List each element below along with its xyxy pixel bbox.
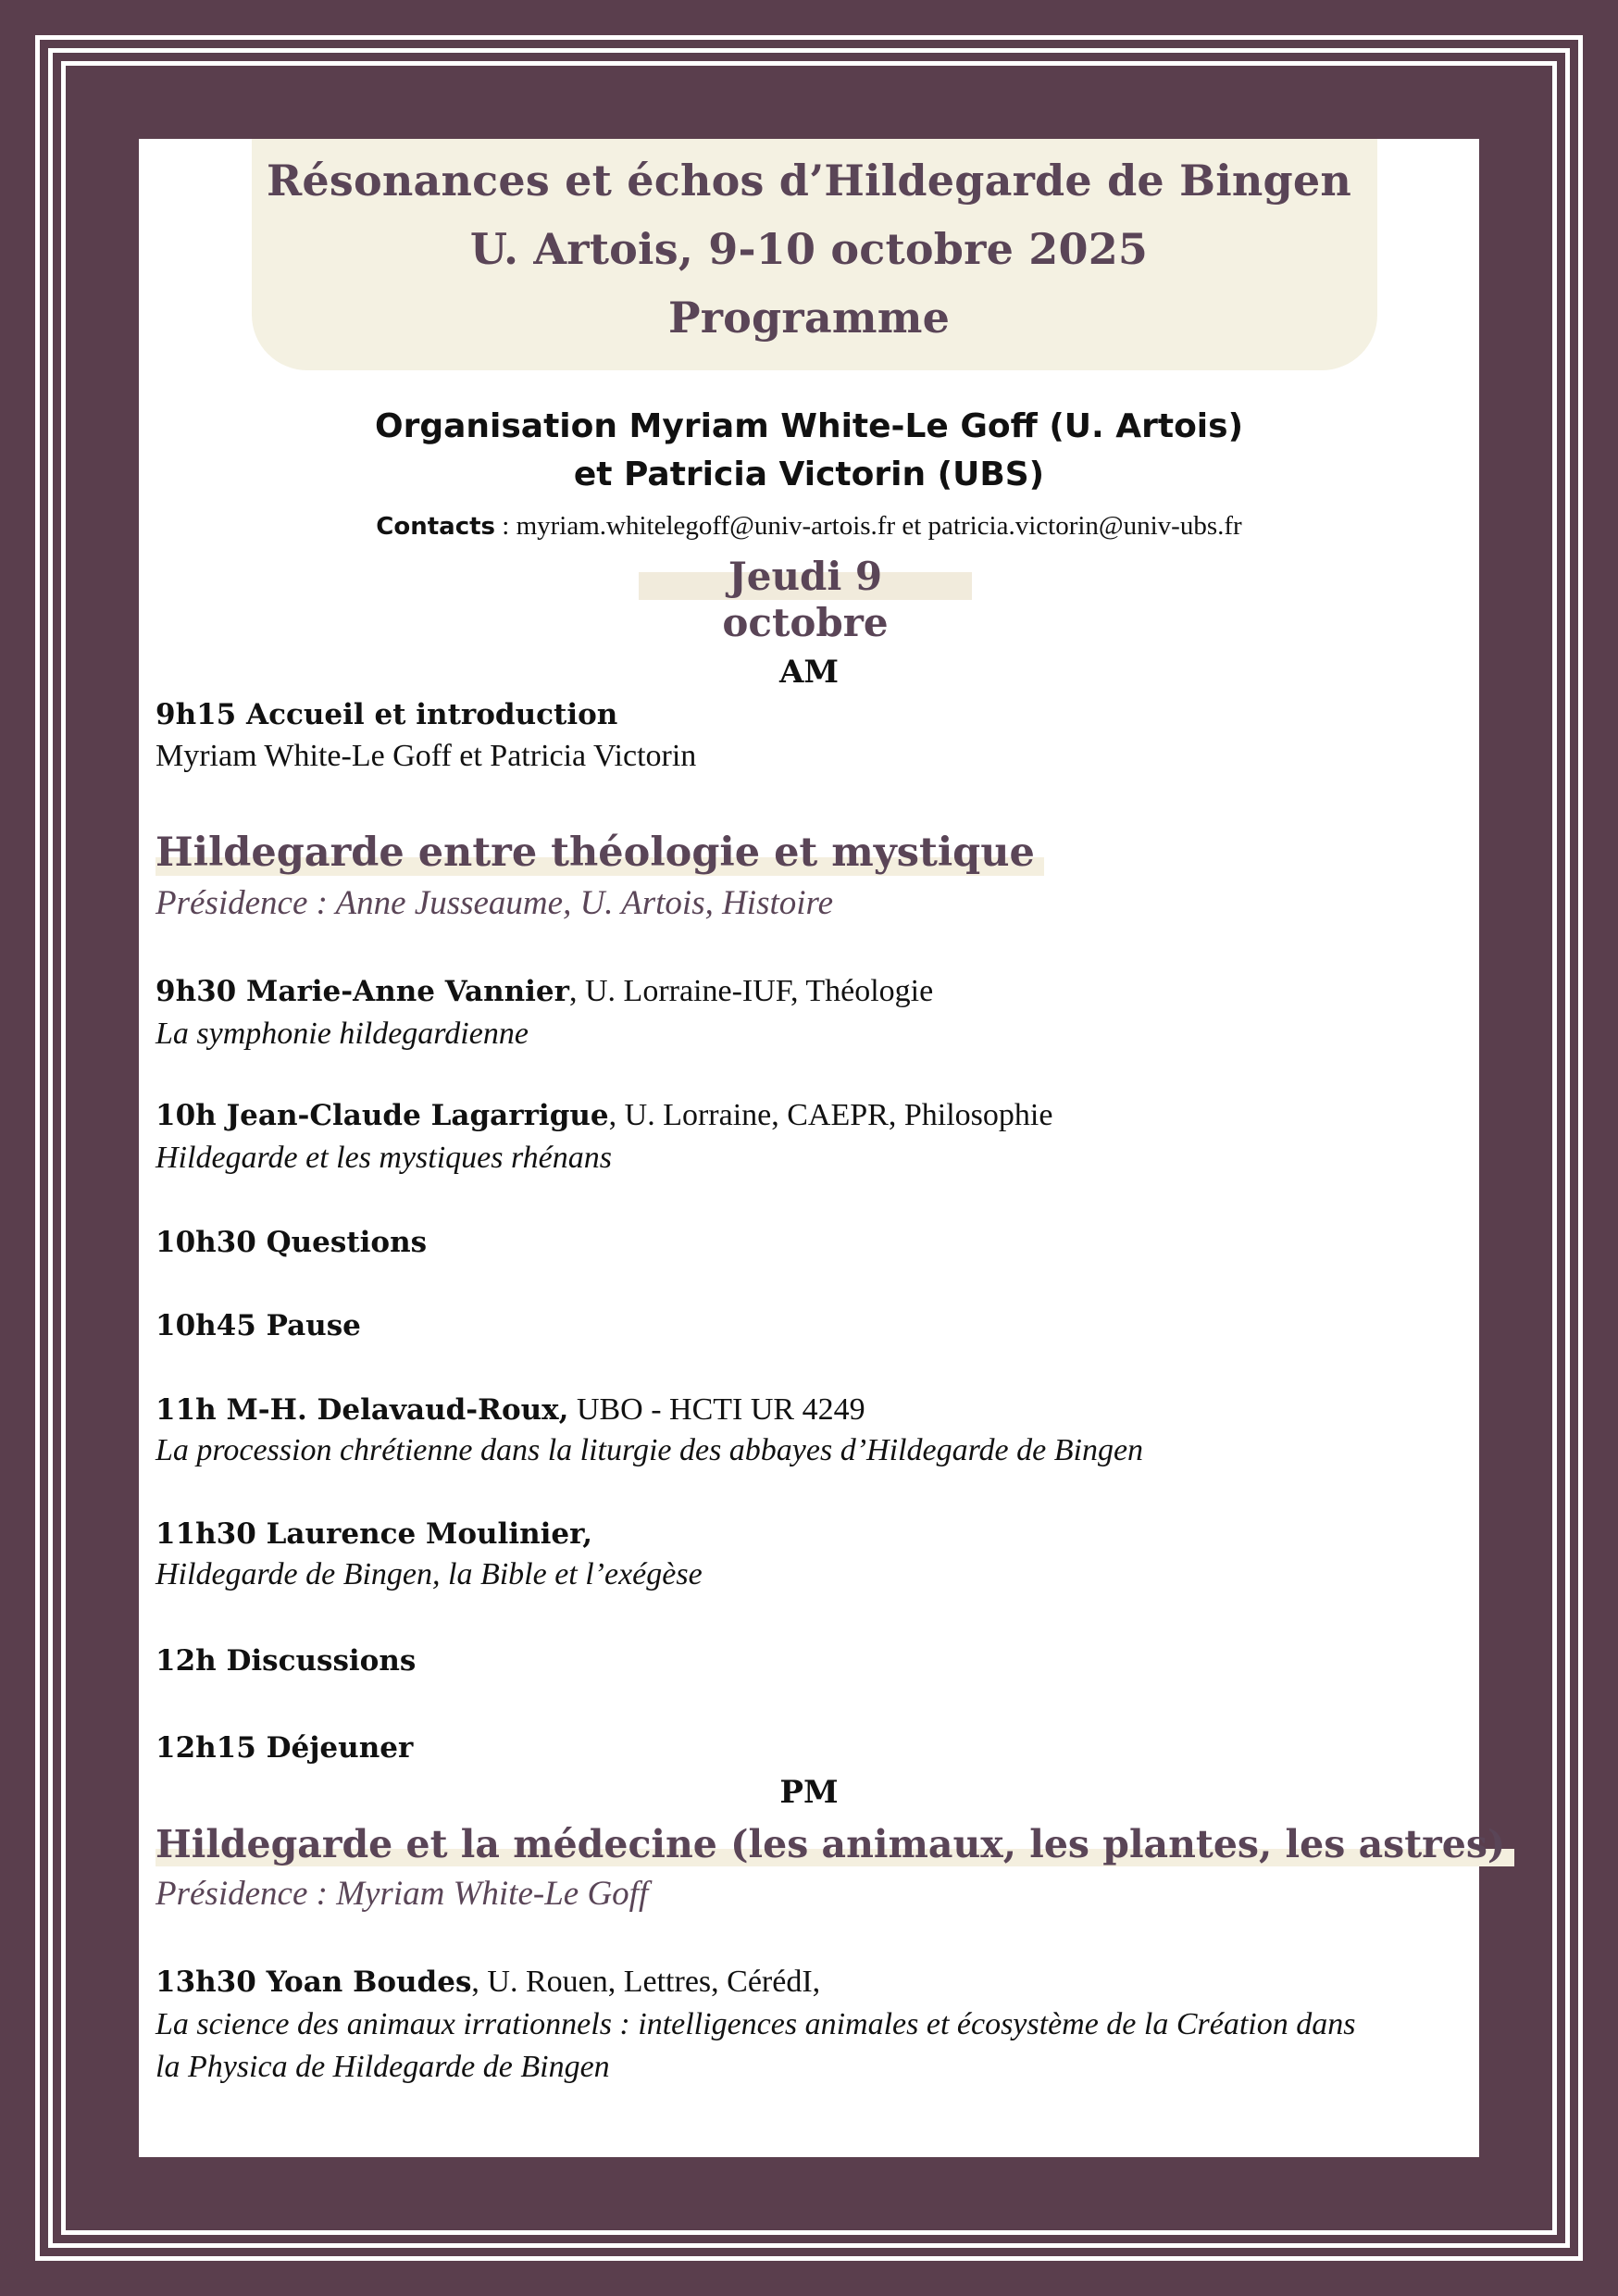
pause-slot: 10h45 Pause	[156, 1309, 361, 1342]
talk-5-speaker-line	[156, 1965, 820, 2000]
talk-2-speaker-line	[156, 1098, 1052, 1133]
talk-5-title-line-1: La science des animaux irrationnels : intelligences animales et écosystème de la Création dans	[156, 2007, 1356, 2041]
questions-slot: 10h30 Questions	[156, 1226, 428, 1259]
talk-5-speaker: 13h30 Yoan Boudes	[156, 1965, 472, 1999]
contacts-line	[139, 511, 1479, 542]
talk-2-affiliation: , U. Lorraine, CAEPR, Philosophie	[608, 1098, 1053, 1132]
talk-3-speaker: 11h M-H. Delavaud-Roux,	[156, 1393, 569, 1427]
talk-3-title: La procession chrétienne dans la liturgie des abbayes d’Hildegarde de Bingen	[156, 1433, 1144, 1467]
session-2-presidence: Présidence : Myriam White-Le Goff	[156, 1875, 649, 1913]
welcome-title: 9h15 Accueil et introduction	[156, 698, 618, 731]
talk-3-affiliation: UBO - HCTI UR 4249	[568, 1392, 865, 1427]
talk-1-title: La symphonie hildegardienne	[156, 1017, 529, 1051]
talk-2-title: Hildegarde et les mystiques rhénans	[156, 1141, 612, 1175]
event-place-date: U. Artois, 9-10 octobre 2025	[469, 224, 1149, 274]
session-1-title: Hildegarde entre théologie et mystique	[156, 830, 1044, 876]
organisation-line-1: Organisation Myriam White-Le Goff (U. Artois)	[374, 407, 1244, 445]
talk-4-speaker-line	[156, 1516, 592, 1552]
talk-1-speaker-line	[156, 974, 933, 1009]
welcome-speakers: Myriam White-Le Goff et Patricia Victorin	[156, 739, 697, 773]
talk-5-title-line-2: la Physica de Hildegarde de Bingen	[156, 2050, 610, 2084]
program-page	[139, 139, 1506, 2157]
talk-4-speaker: 11h30 Laurence Moulinier,	[156, 1517, 593, 1551]
session-1-presidence: Présidence : Anne Jusseaume, U. Artois, Histoire	[156, 884, 833, 922]
talk-5-affiliation: , U. Rouen, Lettres, CérédI,	[471, 1965, 821, 1999]
discussions-slot: 12h Discussions	[156, 1644, 417, 1678]
contacts-label: Contacts	[376, 513, 496, 541]
session-2-title: Hildegarde et la médecine (les animaux, les plantes, les astres)	[156, 1822, 1514, 1866]
organisation-line-2: et Patricia Victorin (UBS)	[573, 455, 1045, 493]
talk-1-affiliation: , U. Lorraine-IUF, Théologie	[569, 974, 934, 1008]
event-title: Résonances et échos d’Hildegarde de Bingen	[267, 156, 1351, 206]
day-heading: Jeudi 9 octobre	[639, 554, 972, 600]
talk-2-speaker: 10h Jean-Claude Lagarrigue	[156, 1099, 609, 1132]
lunch-slot: 12h15 Déjeuner	[156, 1731, 414, 1765]
am-label: AM	[778, 654, 839, 691]
contacts-emails: : myriam.whitelegoff@univ-artois.fr et patricia.victorin@univ-ubs.fr	[495, 511, 1242, 541]
talk-1-speaker: 9h30 Marie-Anne Vannier	[156, 975, 569, 1008]
talk-3-speaker-line	[156, 1392, 865, 1428]
programme-heading: Programme	[667, 293, 951, 343]
talk-4-title: Hildegarde de Bingen, la Bible et l’exégèse	[156, 1557, 703, 1591]
pm-label: PM	[779, 1774, 839, 1811]
